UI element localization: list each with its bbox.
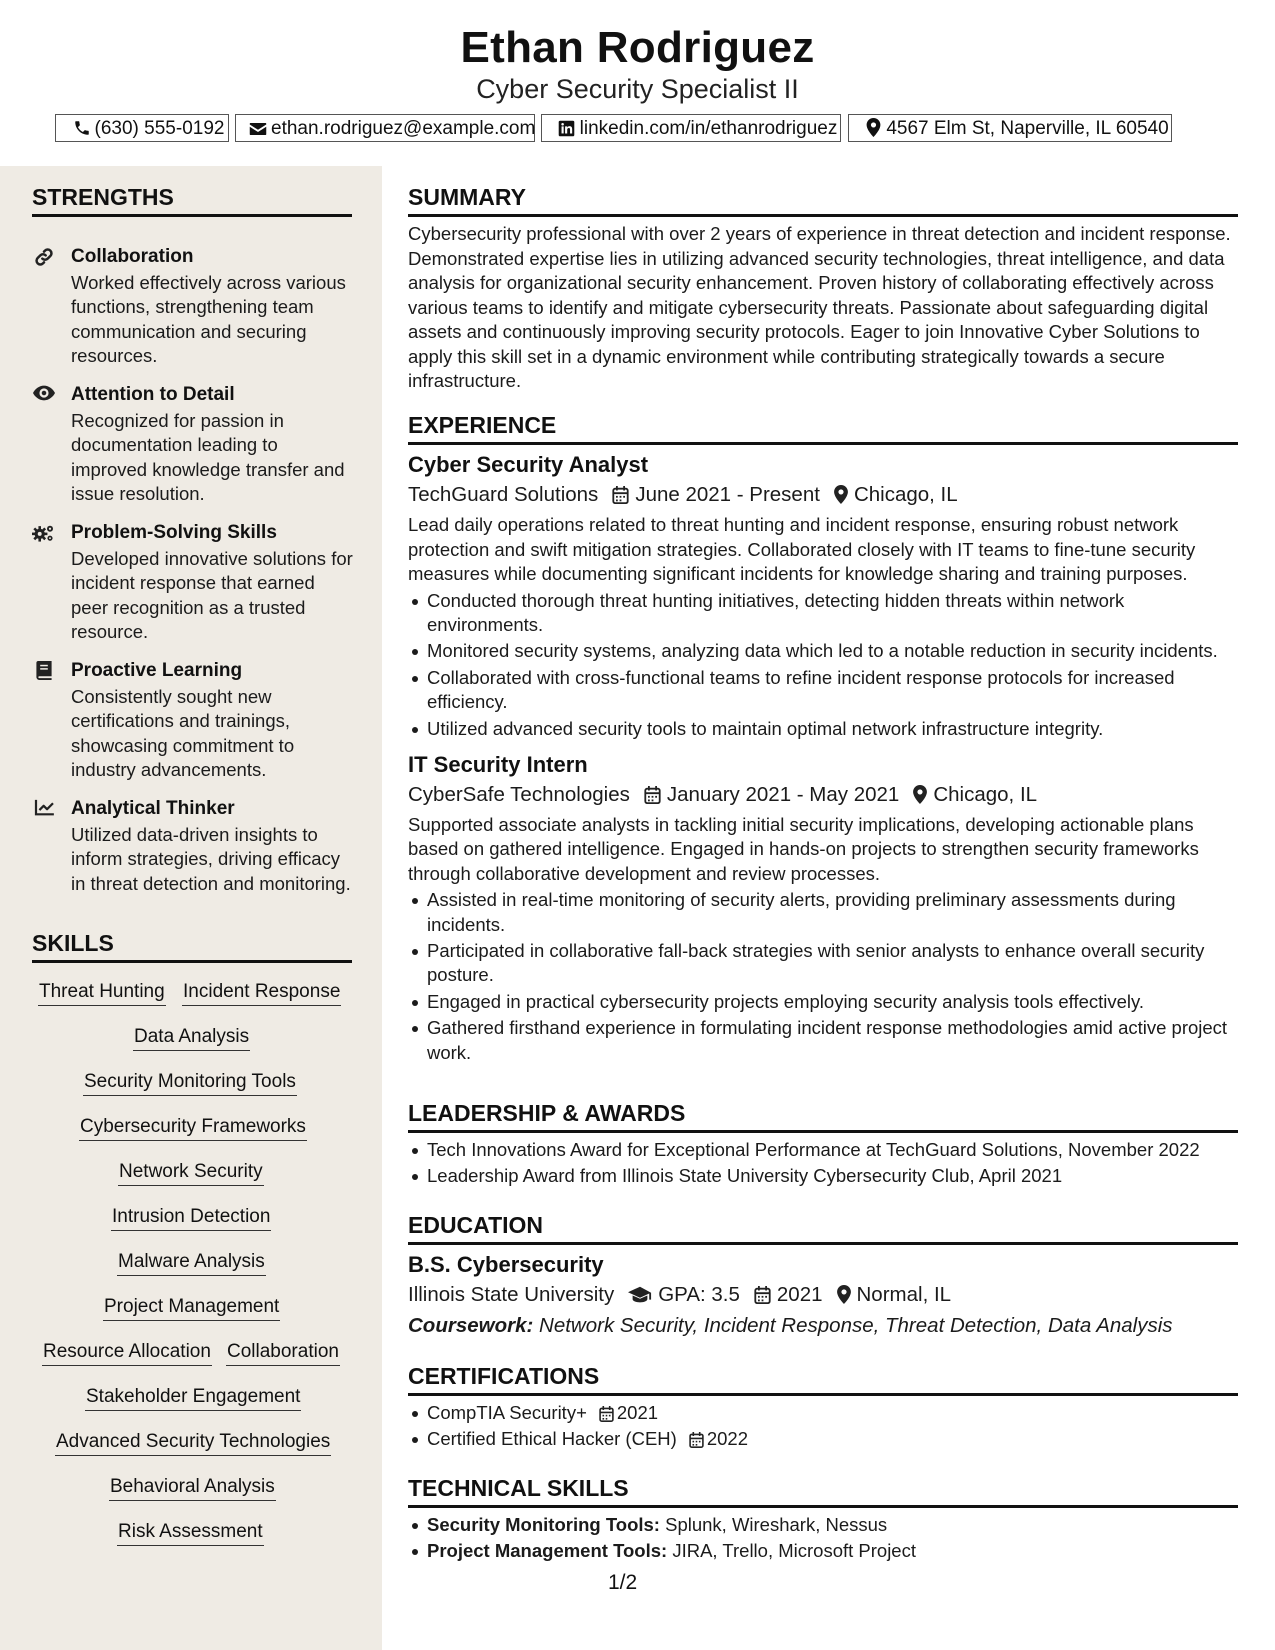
school-name: Illinois State University: [408, 1283, 615, 1306]
eye-icon: [32, 385, 56, 406]
skill-tag: Incident Response: [182, 979, 341, 1006]
school-location: Normal, IL: [856, 1283, 952, 1306]
page-number: 1/2: [608, 1571, 638, 1594]
list-item: Engaged in practical cybersecurity projects employing security analysis tools effectively.: [427, 990, 1238, 1014]
cert-name: Certified Ethical Hacker (CEH): [427, 1428, 677, 1450]
envelope-icon: [248, 115, 268, 142]
list-item: [427, 1539, 1238, 1563]
contact-email[interactable]: [235, 114, 535, 142]
list-item: [427, 1427, 1238, 1451]
tech-skill-value: JIRA, Trello, Microsoft Project: [672, 1540, 916, 1562]
tech-skill-value: Splunk, Wireshark, Nessus: [665, 1514, 888, 1535]
resume-header: [0, 0, 1275, 160]
skill-tag: Threat Hunting: [38, 979, 166, 1006]
strengths-section: [32, 182, 353, 894]
skill-tag: Cybersecurity Frameworks: [79, 1114, 307, 1141]
skill-tag: Network Security: [118, 1159, 264, 1186]
coursework: [408, 1312, 1238, 1340]
list-item: Assisted in real-time monitoring of security alerts, providing preliminary assessments during incidents.: [427, 888, 1238, 937]
contact-address: [848, 114, 1172, 142]
job-role: Cyber Security Analyst: [408, 452, 649, 477]
coursework-text: Network Security, Incident Response, Threat Detection, Data Analysis: [539, 1314, 1173, 1337]
strength-desc: Utilized data-driven insights to inform strategies, driving efficacy in threat detection and monitoring.: [71, 824, 351, 894]
cert-year: 2021: [616, 1402, 659, 1423]
strength-desc: Worked effectively across various functions, strengthening team communication and securing resources.: [71, 272, 346, 366]
certifications-section: [408, 1361, 1238, 1454]
linkedin-icon: [557, 115, 577, 142]
calendar-icon: [612, 481, 629, 509]
skill-tag: Behavioral Analysis: [109, 1474, 276, 1501]
sidebar: [0, 166, 382, 1650]
skill-tag: Stakeholder Engagement: [85, 1384, 301, 1411]
education-section: [408, 1210, 1238, 1340]
map-marker-icon: [837, 1281, 851, 1309]
calendar-icon: [599, 1401, 614, 1425]
contact-email-text: ethan.rodriguez@example.com: [271, 118, 536, 139]
phone-icon: [72, 115, 92, 142]
education-meta: [408, 1281, 1238, 1309]
summary-section: [408, 182, 1238, 394]
chart-line-icon: [32, 799, 56, 821]
experience-title: EXPERIENCE: [408, 410, 1238, 445]
link-icon: [32, 247, 56, 272]
skill-tag: Resource Allocation: [42, 1339, 212, 1366]
job-company: CyberSafe Technologies: [408, 782, 630, 806]
skill-tag: Intrusion Detection: [111, 1204, 271, 1231]
strengths-title: STRENGTHS: [32, 182, 352, 217]
strength-desc: Consistently sought new certifications and trainings, showcasing commitment to industry advancements.: [71, 686, 295, 780]
education-title: EDUCATION: [408, 1210, 1238, 1245]
summary-text: Cybersecurity professional with over 2 years of experience in threat detection and incident response. Demonstrated expertise lies in utilizing advanced security technologies, threat intelligence, and data analysis for organizational security enhancement. Proven history of collaborating effectively across various teams to identify and mitigate cybersecurity threats. Passionate about safeguarding digital assets and continuously improving security protocols. Eager to join Innovative Cyber Solutions to apply this skill set in a dynamic environment while contributing strategically towards a secure infrastructure.: [408, 223, 1231, 391]
book-icon: [32, 661, 56, 685]
map-marker-icon: [913, 781, 927, 809]
cert-name: CompTIA Security+: [427, 1402, 587, 1423]
strength-title: Analytical Thinker: [71, 798, 235, 819]
candidate-title: Cyber Security Specialist II: [476, 74, 799, 104]
map-marker-icon: [863, 115, 883, 142]
list-item: Tech Innovations Award for Exceptional Performance at TechGuard Solutions, November 2022: [427, 1138, 1238, 1162]
job-meta: [408, 781, 1238, 809]
job-entry: [408, 451, 1238, 741]
list-item: Conducted thorough threat hunting initiatives, detecting hidden threats within network environments.: [427, 589, 1238, 638]
cert-year: 2022: [706, 1428, 748, 1450]
cogs-icon: [32, 523, 56, 548]
list-item: Monitored security systems, analyzing data which led to a notable reduction in security incidents.: [427, 639, 1238, 663]
contact-phone-text: (630) 555-0192: [94, 118, 225, 139]
contact-linkedin-text: linkedin.com/in/ethanrodriguez: [579, 118, 838, 139]
list-item: Participated in collaborative fall-back strategies with senior analysts to enhance overall security posture.: [427, 939, 1238, 988]
job-bullets: [408, 888, 1238, 1065]
awards-section: [408, 1098, 1238, 1191]
skill-tag: Collaboration: [226, 1339, 340, 1366]
skill-tag: Security Monitoring Tools: [83, 1069, 297, 1096]
certifications-title: CERTIFICATIONS: [408, 1361, 1238, 1396]
job-description: Supported associate analysts in tackling initial security implications, developing actionable plans based on gathered intelligence. Engaged in hands-on projects to strengthen security frameworks through collaborative development and review processes.: [408, 813, 1199, 884]
tech-skill-label: Security Monitoring Tools:: [427, 1514, 660, 1535]
contact-linkedin[interactable]: [541, 114, 841, 142]
job-bullets: [408, 589, 1238, 741]
list-item: Utilized advanced security tools to maintain optimal network infrastructure integrity.: [427, 717, 1238, 741]
job-meta: [408, 481, 1238, 509]
strength-desc: Developed innovative solutions for incident response that earned peer recognition as a trusted resource.: [71, 548, 353, 642]
map-marker-icon: [834, 481, 848, 509]
strength-desc: Recognized for passion in documentation leading to improved knowledge transfer and issue resolution.: [71, 410, 345, 504]
list-item: Collaborated with cross-functional teams to refine incident response protocols for increased efficiency.: [427, 666, 1238, 715]
contact-phone[interactable]: [55, 114, 229, 142]
graduation-year: 2021: [776, 1283, 823, 1306]
skills-section: [32, 928, 352, 963]
degree: B.S. Cybersecurity: [408, 1252, 604, 1277]
skill-tag: Advanced Security Technologies: [55, 1429, 331, 1456]
technical-skills-list: [408, 1513, 1238, 1564]
job-dates: January 2021 - May 2021: [666, 782, 900, 806]
job-entry: [408, 751, 1238, 1065]
job-role: IT Security Intern: [408, 751, 588, 777]
job-description: Lead daily operations related to threat hunting and incident response, ensuring robust network protection and swift mitigation strategies. Collaborated closely with IT teams to fine-tune security measures while documenting significant incidents for knowledge sharing and training purposes.: [408, 514, 1196, 584]
technical-skills-section: [408, 1473, 1238, 1566]
list-item: Leadership Award from Illinois State University Cybersecurity Club, April 2021: [427, 1164, 1238, 1188]
job-location: Chicago, IL: [853, 483, 958, 506]
list-item: Gathered firsthand experience in formulating incident response methodologies amid active project work.: [427, 1016, 1238, 1065]
summary-title: SUMMARY: [408, 182, 1238, 217]
list-item: [427, 1513, 1238, 1537]
job-dates: June 2021 - Present: [635, 483, 820, 506]
skills-title: SKILLS: [32, 928, 352, 963]
list-item: [427, 1401, 1238, 1425]
skill-tag: Data Analysis: [133, 1024, 250, 1051]
coursework-label: Coursework:: [408, 1314, 534, 1337]
awards-title: LEADERSHIP & AWARDS: [408, 1098, 1238, 1133]
skill-tag: Malware Analysis: [117, 1249, 266, 1276]
contact-address-text: 4567 Elm St, Naperville, IL 60540: [886, 118, 1169, 139]
skill-tag: Project Management: [103, 1294, 280, 1321]
strength-title: Collaboration: [71, 246, 194, 267]
skill-tag: Risk Assessment: [117, 1519, 264, 1546]
certifications-list: [408, 1401, 1238, 1452]
job-company: TechGuard Solutions: [408, 483, 599, 506]
gpa: GPA: 3.5: [658, 1283, 740, 1306]
calendar-icon: [689, 1427, 704, 1451]
strength-title: Proactive Learning: [71, 660, 243, 681]
experience-section: [408, 410, 1238, 1067]
technical-skills-title: TECHNICAL SKILLS: [408, 1473, 1238, 1508]
candidate-name: Ethan Rodriguez: [460, 23, 815, 72]
strength-title: Problem-Solving Skills: [71, 522, 277, 543]
calendar-icon: [754, 1281, 771, 1309]
job-location: Chicago, IL: [933, 782, 1038, 806]
calendar-icon: [644, 781, 661, 809]
tech-skill-label: Project Management Tools:: [427, 1540, 668, 1562]
awards-list: [408, 1138, 1238, 1189]
strength-title: Attention to Detail: [71, 384, 235, 405]
graduation-cap-icon: [628, 1281, 652, 1309]
